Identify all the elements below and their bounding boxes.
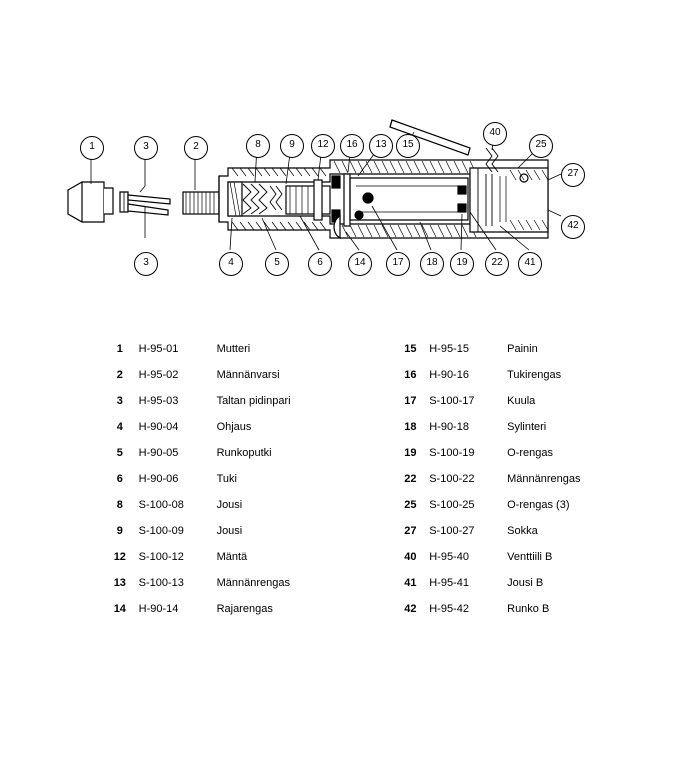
part-code: S-100-19 bbox=[429, 447, 475, 459]
row-spacer bbox=[0, 362, 101, 388]
part-description: Mutteri bbox=[216, 343, 251, 355]
callout-19[interactable]: 19 bbox=[450, 252, 474, 276]
callout-40[interactable]: 40 bbox=[483, 122, 507, 146]
part-number: 1 bbox=[116, 343, 123, 355]
callout-12[interactable]: 12 bbox=[311, 134, 335, 158]
part-code: S-100-13 bbox=[138, 577, 184, 589]
callout-17[interactable]: 17 bbox=[386, 252, 410, 276]
part-description: Männänrengas bbox=[507, 473, 581, 485]
part-description: O-rengas bbox=[507, 447, 553, 459]
part-number: 27 bbox=[404, 525, 417, 537]
row-spacer bbox=[0, 596, 101, 622]
part-number: 8 bbox=[116, 499, 123, 511]
table-row bbox=[0, 518, 682, 544]
row-spacer bbox=[0, 440, 101, 466]
part-description: Rajarengas bbox=[216, 603, 273, 615]
part-number: 42 bbox=[404, 603, 417, 615]
part-code: H-95-03 bbox=[138, 395, 179, 407]
table-row bbox=[0, 466, 682, 492]
part-number: 41 bbox=[404, 577, 417, 589]
part-code: H-95-41 bbox=[429, 577, 469, 589]
row-spacer bbox=[0, 492, 101, 518]
part-code: H-90-06 bbox=[138, 473, 179, 485]
part-description: Sylinteri bbox=[507, 421, 547, 433]
table-row bbox=[0, 544, 682, 570]
part-number: 2 bbox=[116, 369, 123, 381]
part-description: Runko B bbox=[507, 603, 550, 615]
callout-41[interactable]: 41 bbox=[518, 252, 542, 276]
part-description: Taltan pidinpari bbox=[216, 395, 291, 407]
callout-2[interactable]: 2 bbox=[184, 136, 208, 160]
part-nut bbox=[68, 182, 113, 222]
callout-8[interactable]: 8 bbox=[246, 134, 270, 158]
row-spacer bbox=[0, 570, 101, 596]
part-description: Sokka bbox=[507, 525, 538, 537]
part-description: Jousi bbox=[216, 499, 243, 511]
row-spacer bbox=[0, 544, 101, 570]
part-number: 13 bbox=[113, 577, 126, 589]
part-code: S-100-22 bbox=[429, 473, 475, 485]
callout-3-bottom[interactable]: 3 bbox=[134, 252, 158, 276]
part-number: 16 bbox=[404, 369, 417, 381]
part-code: H-90-05 bbox=[138, 447, 179, 459]
callout-13[interactable]: 13 bbox=[369, 134, 393, 158]
parts-list-table bbox=[0, 336, 682, 622]
part-number: 12 bbox=[113, 551, 126, 563]
callout-3-top[interactable]: 3 bbox=[134, 136, 158, 160]
part-number: 5 bbox=[116, 447, 123, 459]
part-piston bbox=[286, 180, 330, 220]
callout-4[interactable]: 4 bbox=[219, 252, 243, 276]
part-number: 9 bbox=[116, 525, 123, 537]
part-code: H-90-16 bbox=[429, 369, 469, 381]
table-row bbox=[0, 388, 682, 414]
callout-14[interactable]: 14 bbox=[348, 252, 372, 276]
part-description: Painin bbox=[507, 343, 538, 355]
part-code: H-95-42 bbox=[429, 603, 469, 615]
table-row bbox=[0, 596, 682, 622]
part-number: 40 bbox=[404, 551, 417, 563]
part-code: S-100-08 bbox=[138, 499, 184, 511]
part-number: 4 bbox=[116, 421, 123, 433]
part-description: Männänvarsi bbox=[216, 369, 280, 381]
callout-27[interactable]: 27 bbox=[561, 163, 585, 187]
table-row bbox=[0, 362, 682, 388]
callout-9[interactable]: 9 bbox=[280, 134, 304, 158]
part-number: 14 bbox=[113, 603, 126, 615]
part-description: Ohjaus bbox=[216, 421, 252, 433]
row-spacer bbox=[0, 388, 101, 414]
part-number: 17 bbox=[404, 395, 417, 407]
part-code: S-100-09 bbox=[138, 525, 184, 537]
part-description: Mäntä bbox=[216, 551, 248, 563]
callout-5[interactable]: 5 bbox=[265, 252, 289, 276]
part-description: Tuki bbox=[216, 473, 237, 485]
row-spacer bbox=[0, 518, 101, 544]
callout-42[interactable]: 42 bbox=[561, 215, 585, 239]
part-number: 22 bbox=[404, 473, 417, 485]
part-number: 15 bbox=[404, 343, 417, 355]
callout-16[interactable]: 16 bbox=[340, 134, 364, 158]
table-row bbox=[0, 440, 682, 466]
part-ball bbox=[363, 193, 373, 203]
callout-22[interactable]: 22 bbox=[485, 252, 509, 276]
callout-25[interactable]: 25 bbox=[529, 134, 553, 158]
part-description: Jousi B bbox=[507, 577, 544, 589]
row-spacer bbox=[0, 414, 101, 440]
part-description: Venttiili B bbox=[507, 551, 553, 563]
table-row bbox=[0, 414, 682, 440]
parts-table bbox=[0, 336, 682, 622]
part-piston-rod bbox=[183, 192, 219, 214]
part-guide bbox=[228, 182, 242, 216]
row-spacer bbox=[0, 466, 101, 492]
part-code: H-90-04 bbox=[138, 421, 179, 433]
part-code: H-90-14 bbox=[138, 603, 179, 615]
part-code: S-100-27 bbox=[429, 525, 475, 537]
part-description: Jousi bbox=[216, 525, 243, 537]
part-rear-body bbox=[470, 168, 548, 232]
callout-6[interactable]: 6 bbox=[308, 252, 332, 276]
part-description: Männänrengas bbox=[216, 577, 290, 589]
part-number: 19 bbox=[404, 447, 417, 459]
part-number: 3 bbox=[116, 395, 123, 407]
part-description: O-rengas (3) bbox=[507, 499, 570, 511]
part-code: H-95-15 bbox=[429, 343, 469, 355]
part-code: S-100-17 bbox=[429, 395, 475, 407]
part-code: H-90-18 bbox=[429, 421, 469, 433]
callout-18[interactable]: 18 bbox=[420, 252, 444, 276]
part-description: Tukirengas bbox=[507, 369, 562, 381]
table-row bbox=[0, 492, 682, 518]
callout-1[interactable]: 1 bbox=[80, 136, 104, 160]
table-row bbox=[0, 570, 682, 596]
table-row bbox=[0, 336, 682, 362]
exploded-parts-diagram bbox=[0, 0, 682, 320]
part-number: 18 bbox=[404, 421, 417, 433]
part-code: H-95-02 bbox=[138, 369, 179, 381]
part-code: S-100-12 bbox=[138, 551, 184, 563]
part-number: 25 bbox=[404, 499, 417, 511]
diagram-svg bbox=[0, 0, 682, 320]
part-description: Kuula bbox=[507, 395, 536, 407]
callout-15[interactable]: 15 bbox=[396, 134, 420, 158]
part-number: 6 bbox=[116, 473, 123, 485]
part-code: H-95-40 bbox=[429, 551, 469, 563]
part-code: S-100-25 bbox=[429, 499, 475, 511]
part-code: H-95-01 bbox=[138, 343, 179, 355]
row-spacer bbox=[0, 336, 101, 362]
part-description: Runkoputki bbox=[216, 447, 272, 459]
